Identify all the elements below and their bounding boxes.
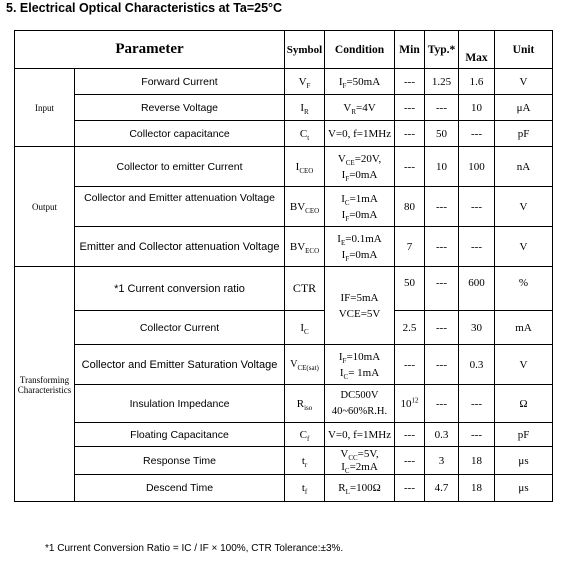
symbol-cell: $I_{CEO}$ (285, 147, 325, 187)
max-cell: 0.3 (459, 345, 495, 385)
symbol-cell: CTR (285, 267, 325, 311)
symbol-cell: $V_{CE(sat)}$ (285, 345, 325, 385)
min-cell: --- (395, 121, 425, 147)
max-cell: --- (459, 187, 495, 227)
typ-column-header: Typ.* (425, 31, 459, 69)
parameter-cell: Reverse Voltage (75, 95, 285, 121)
min-cell: --- (395, 147, 425, 187)
table-row (15, 121, 553, 147)
condition-cell: IF=5mA VCE=5V (325, 267, 395, 345)
table-row (15, 267, 553, 311)
unit-cell: μs (495, 447, 553, 475)
typ-cell: --- (425, 385, 459, 423)
table-row (15, 227, 553, 267)
section-heading: 5. Electrical Optical Characteristics at Ta=25°C (6, 1, 283, 15)
unit-cell: % (495, 267, 553, 311)
table-row (15, 385, 553, 423)
unit-cell: mA (495, 311, 553, 345)
unit-cell: pF (495, 423, 553, 447)
unit-cell: V (495, 345, 553, 385)
max-cell: --- (459, 227, 495, 267)
table-row (15, 447, 553, 475)
typ-cell: --- (425, 187, 459, 227)
parameter-cell: Floating Capacitance (75, 423, 285, 447)
unit-cell: μA (495, 95, 553, 121)
max-cell: 30 (459, 311, 495, 345)
typ-cell: 3 (425, 447, 459, 475)
parameter-column-header: Parameter (15, 31, 285, 69)
group-label-output: Output (15, 147, 75, 267)
unit-cell: V (495, 69, 553, 95)
parameter-cell: Insulation Impedance (75, 385, 285, 423)
electrical-optical-characteristics-table (14, 30, 553, 502)
condition-cell: $R_L=100\Omega$ (325, 475, 395, 502)
footnote-ctr: *1 Current Conversion Ratio = IC / IF × 100%, CTR Tolerance:±3%. (45, 543, 344, 554)
max-cell: --- (459, 121, 495, 147)
typ-cell: 50 (425, 121, 459, 147)
condition-cell: $I_C=1mA$ $I_F=0mA$ (325, 187, 395, 227)
min-cell: --- (395, 95, 425, 121)
table-row (15, 345, 553, 385)
symbol-cell: $t_f$ (285, 475, 325, 502)
unit-cell: μs (495, 475, 553, 502)
max-cell: 10 (459, 95, 495, 121)
max-cell: --- (459, 385, 495, 423)
unit-cell: V (495, 187, 553, 227)
max-cell: 100 (459, 147, 495, 187)
symbol-cell: $BV_{CEO}$ (285, 187, 325, 227)
min-cell: --- (395, 345, 425, 385)
symbol-cell: $I_R$ (285, 95, 325, 121)
typ-cell: 1.25 (425, 69, 459, 95)
parameter-cell: Emitter and Collector attenuation Voltage (75, 227, 285, 267)
parameter-cell: Forward Current (75, 69, 285, 95)
parameter-cell: Descend Time (75, 475, 285, 502)
max-column-header: Max (459, 31, 495, 69)
min-cell: 50 (395, 267, 425, 311)
typ-cell: --- (425, 267, 459, 311)
symbol-cell: $C_t$ (285, 121, 325, 147)
table-row (15, 95, 553, 121)
min-cell: 7 (395, 227, 425, 267)
table-row (15, 475, 553, 502)
unit-cell: Ω (495, 385, 553, 423)
max-cell: 18 (459, 475, 495, 502)
typ-cell: --- (425, 311, 459, 345)
max-cell: 600 (459, 267, 495, 311)
unit-cell: pF (495, 121, 553, 147)
parameter-cell: Collector Current (75, 311, 285, 345)
parameter-cell: Collector and Emitter Saturation Voltage (75, 345, 285, 385)
symbol-cell: $R_{iso}$ (285, 385, 325, 423)
condition-cell: V=0, f=1MHz (325, 121, 395, 147)
condition-cell: DC500V 40~60%R.H. (325, 385, 395, 423)
condition-cell: $I_E=0.1mA$ $I_F=0mA$ (325, 227, 395, 267)
table-row (15, 311, 553, 345)
min-cell: 2.5 (395, 311, 425, 345)
group-label-transforming: Transforming Characteristics (15, 267, 75, 502)
unit-cell: nA (495, 147, 553, 187)
min-cell: --- (395, 423, 425, 447)
min-cell: --- (395, 447, 425, 475)
symbol-cell: $BV_{ECO}$ (285, 227, 325, 267)
typ-cell: --- (425, 95, 459, 121)
min-column-header: Min (395, 31, 425, 69)
table-row (15, 423, 553, 447)
min-cell: 80 (395, 187, 425, 227)
unit-column-header: Unit (495, 31, 553, 69)
symbol-column-header: Symbol (285, 31, 325, 69)
table-header-row (15, 31, 553, 69)
table-row (15, 147, 553, 187)
typ-cell: 0.3 (425, 423, 459, 447)
max-cell: 1.6 (459, 69, 495, 95)
symbol-cell: $I_C$ (285, 311, 325, 345)
min-cell: --- (395, 475, 425, 502)
condition-column-header: Condition (325, 31, 395, 69)
table-row (15, 187, 553, 227)
parameter-cell: Response Time (75, 447, 285, 475)
condition-cell: $V_{CC}=5V$, $I_C=2mA$ (325, 447, 395, 475)
parameter-cell: Collector capacitance (75, 121, 285, 147)
max-cell: 18 (459, 447, 495, 475)
parameter-cell: Collector and Emitter attenuation Voltage (75, 187, 285, 227)
symbol-cell: $V_F$ (285, 69, 325, 95)
condition-cell: $I_F=50mA$ (325, 69, 395, 95)
min-cell: --- (395, 69, 425, 95)
typ-cell: --- (425, 345, 459, 385)
max-cell: --- (459, 423, 495, 447)
typ-cell: --- (425, 227, 459, 267)
typ-cell: 10 (425, 147, 459, 187)
condition-cell: $V_{CE}=20V$, $I_F=0mA$ (325, 147, 395, 187)
condition-cell: V=0, f=1MHz (325, 423, 395, 447)
condition-cell: $I_F=10mA$ $I_C= 1mA$ (325, 345, 395, 385)
parameter-cell: Collector to emitter Current (75, 147, 285, 187)
symbol-cell: $C_f$ (285, 423, 325, 447)
parameter-cell: *1 Current conversion ratio (75, 267, 285, 311)
unit-cell: V (495, 227, 553, 267)
group-label-input: Input (15, 69, 75, 147)
typ-cell: 4.7 (425, 475, 459, 502)
symbol-cell: $t_r$ (285, 447, 325, 475)
condition-cell: $V_R=4V$ (325, 95, 395, 121)
table-row (15, 69, 553, 95)
min-cell: $10^{12}$ (395, 385, 425, 423)
